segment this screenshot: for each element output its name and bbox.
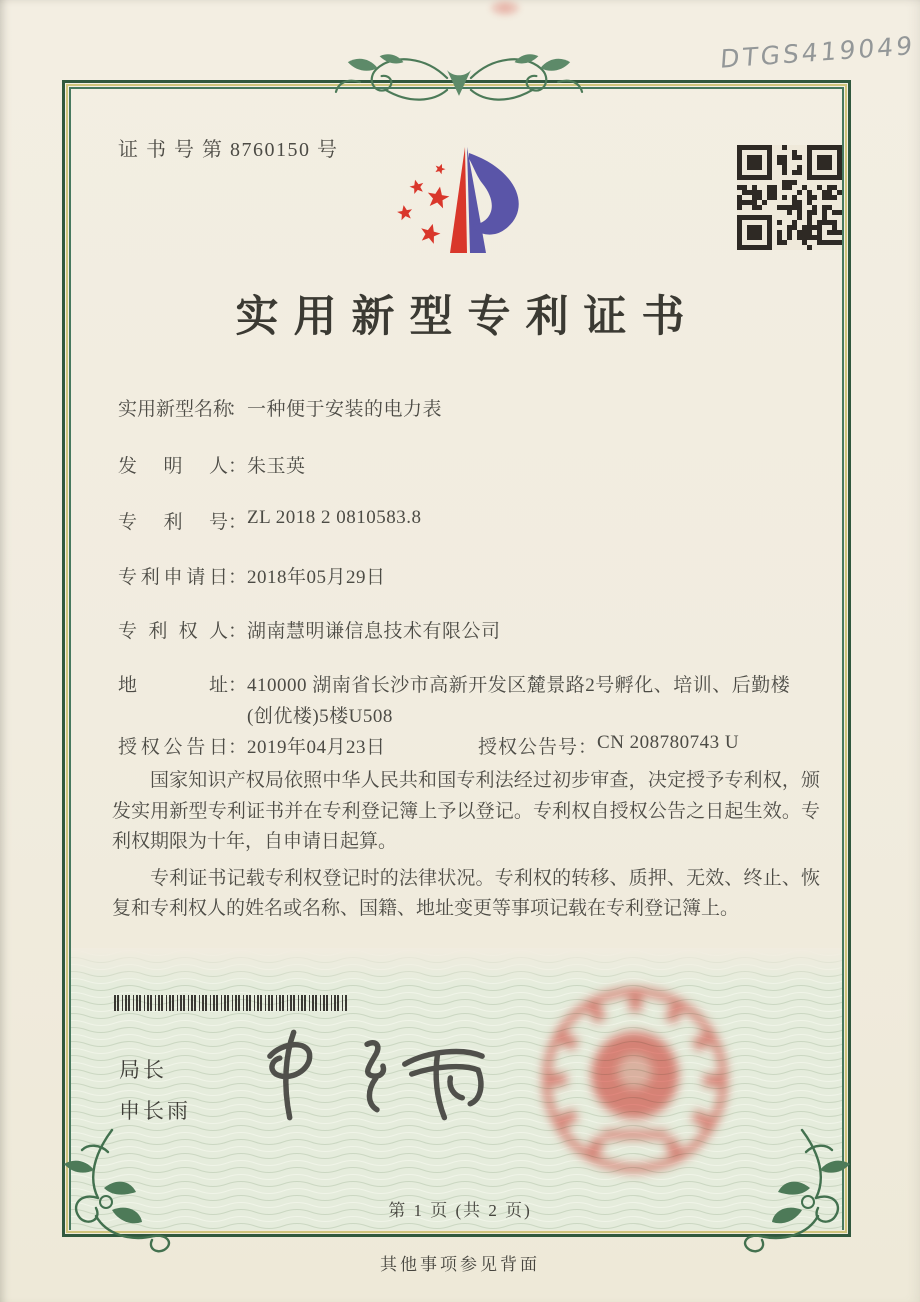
field-colon: ： xyxy=(578,737,598,758)
handwritten-code: DTGS419049 xyxy=(719,30,916,74)
bottom-right-floral-ornament-icon xyxy=(738,1126,864,1260)
cnipa-patent-logo-icon xyxy=(372,131,547,263)
field-grant-no xyxy=(478,732,739,759)
field-label: 地址 xyxy=(118,675,228,696)
back-side-note: 其他事项参见背面 xyxy=(380,1255,540,1274)
field-colon: ： xyxy=(228,737,248,758)
field-label: 专利申请日 xyxy=(118,567,228,588)
field-colon: ： xyxy=(228,399,248,420)
page-number: 第 1 页 (共 2 页) xyxy=(388,1201,532,1220)
certificate-number: 证 书 号 第 8760150 号 xyxy=(118,139,339,161)
red-ink-smudge xyxy=(490,0,520,16)
field-row-inventor xyxy=(118,451,306,478)
field-value: ZL 2018 2 0810583.8 xyxy=(247,507,422,528)
official-seal-icon xyxy=(535,980,735,1180)
logo-tower xyxy=(450,147,519,253)
field-value: CN 208780743 U xyxy=(597,732,740,753)
field-value: 朱玉英 xyxy=(247,456,306,477)
field-colon: ： xyxy=(228,512,248,533)
field-label: 专利权人 xyxy=(118,621,228,642)
field-row-grant xyxy=(118,732,740,759)
field-label: 实用新型名称 xyxy=(118,399,233,420)
field-row-filing-date xyxy=(118,562,386,589)
director-title: 局长 xyxy=(119,1058,167,1082)
director-signature-icon xyxy=(256,1024,494,1128)
legal-paragraph-2: 专利证书记载专利权登记时的法律状况。专利权的转移、质押、无效、终止、恢复和专利权人的姓名或名称、国籍、地址变更等事项记载在专利登记簿上。 xyxy=(112,867,820,919)
field-value: 湖南慧明谦信息技术有限公司 xyxy=(247,621,501,642)
field-row-name xyxy=(118,394,442,421)
legal-text xyxy=(112,766,820,931)
field-value: 410000 湖南省长沙市高新开发区麓景路2号孵化、培训、后勤楼(创优楼)5楼U508 xyxy=(247,675,791,727)
field-label: 授权公告日 xyxy=(118,737,228,758)
logo-stars xyxy=(396,162,451,245)
field-value: 一种便于安装的电力表 xyxy=(247,399,443,420)
field-value: 2018年05月29日 xyxy=(247,567,386,588)
field-label: 发明人 xyxy=(118,456,228,477)
field-label: 专利号 xyxy=(118,512,228,533)
legal-paragraph-1: 国家知识产权局依照中华人民共和国专利法经过初步审查，决定授予专利权，颁发实用新型专利证书并在专利登记簿上予以登记。专利权自授权公告之日起生效。专利权期限为十年，自申请日起算。 xyxy=(112,770,820,852)
top-floral-ornament-icon xyxy=(330,48,588,112)
field-row-address xyxy=(118,670,799,732)
qr-code-icon xyxy=(737,145,842,250)
certificate-title: 实用新型专利证书 xyxy=(235,294,700,341)
field-colon: ： xyxy=(228,621,248,642)
field-colon: ： xyxy=(228,456,248,477)
director-name: 申长雨 xyxy=(119,1099,191,1123)
field-colon: ： xyxy=(228,567,248,588)
field-value: 2019年04月23日 xyxy=(247,737,386,758)
field-colon: ： xyxy=(228,675,248,696)
field-row-patentee xyxy=(118,616,501,643)
field-row-patent-no xyxy=(118,507,422,534)
field-label: 授权公告号 xyxy=(478,737,579,758)
barcode-icon xyxy=(114,995,347,1011)
bottom-left-floral-ornament-icon xyxy=(50,1126,176,1260)
